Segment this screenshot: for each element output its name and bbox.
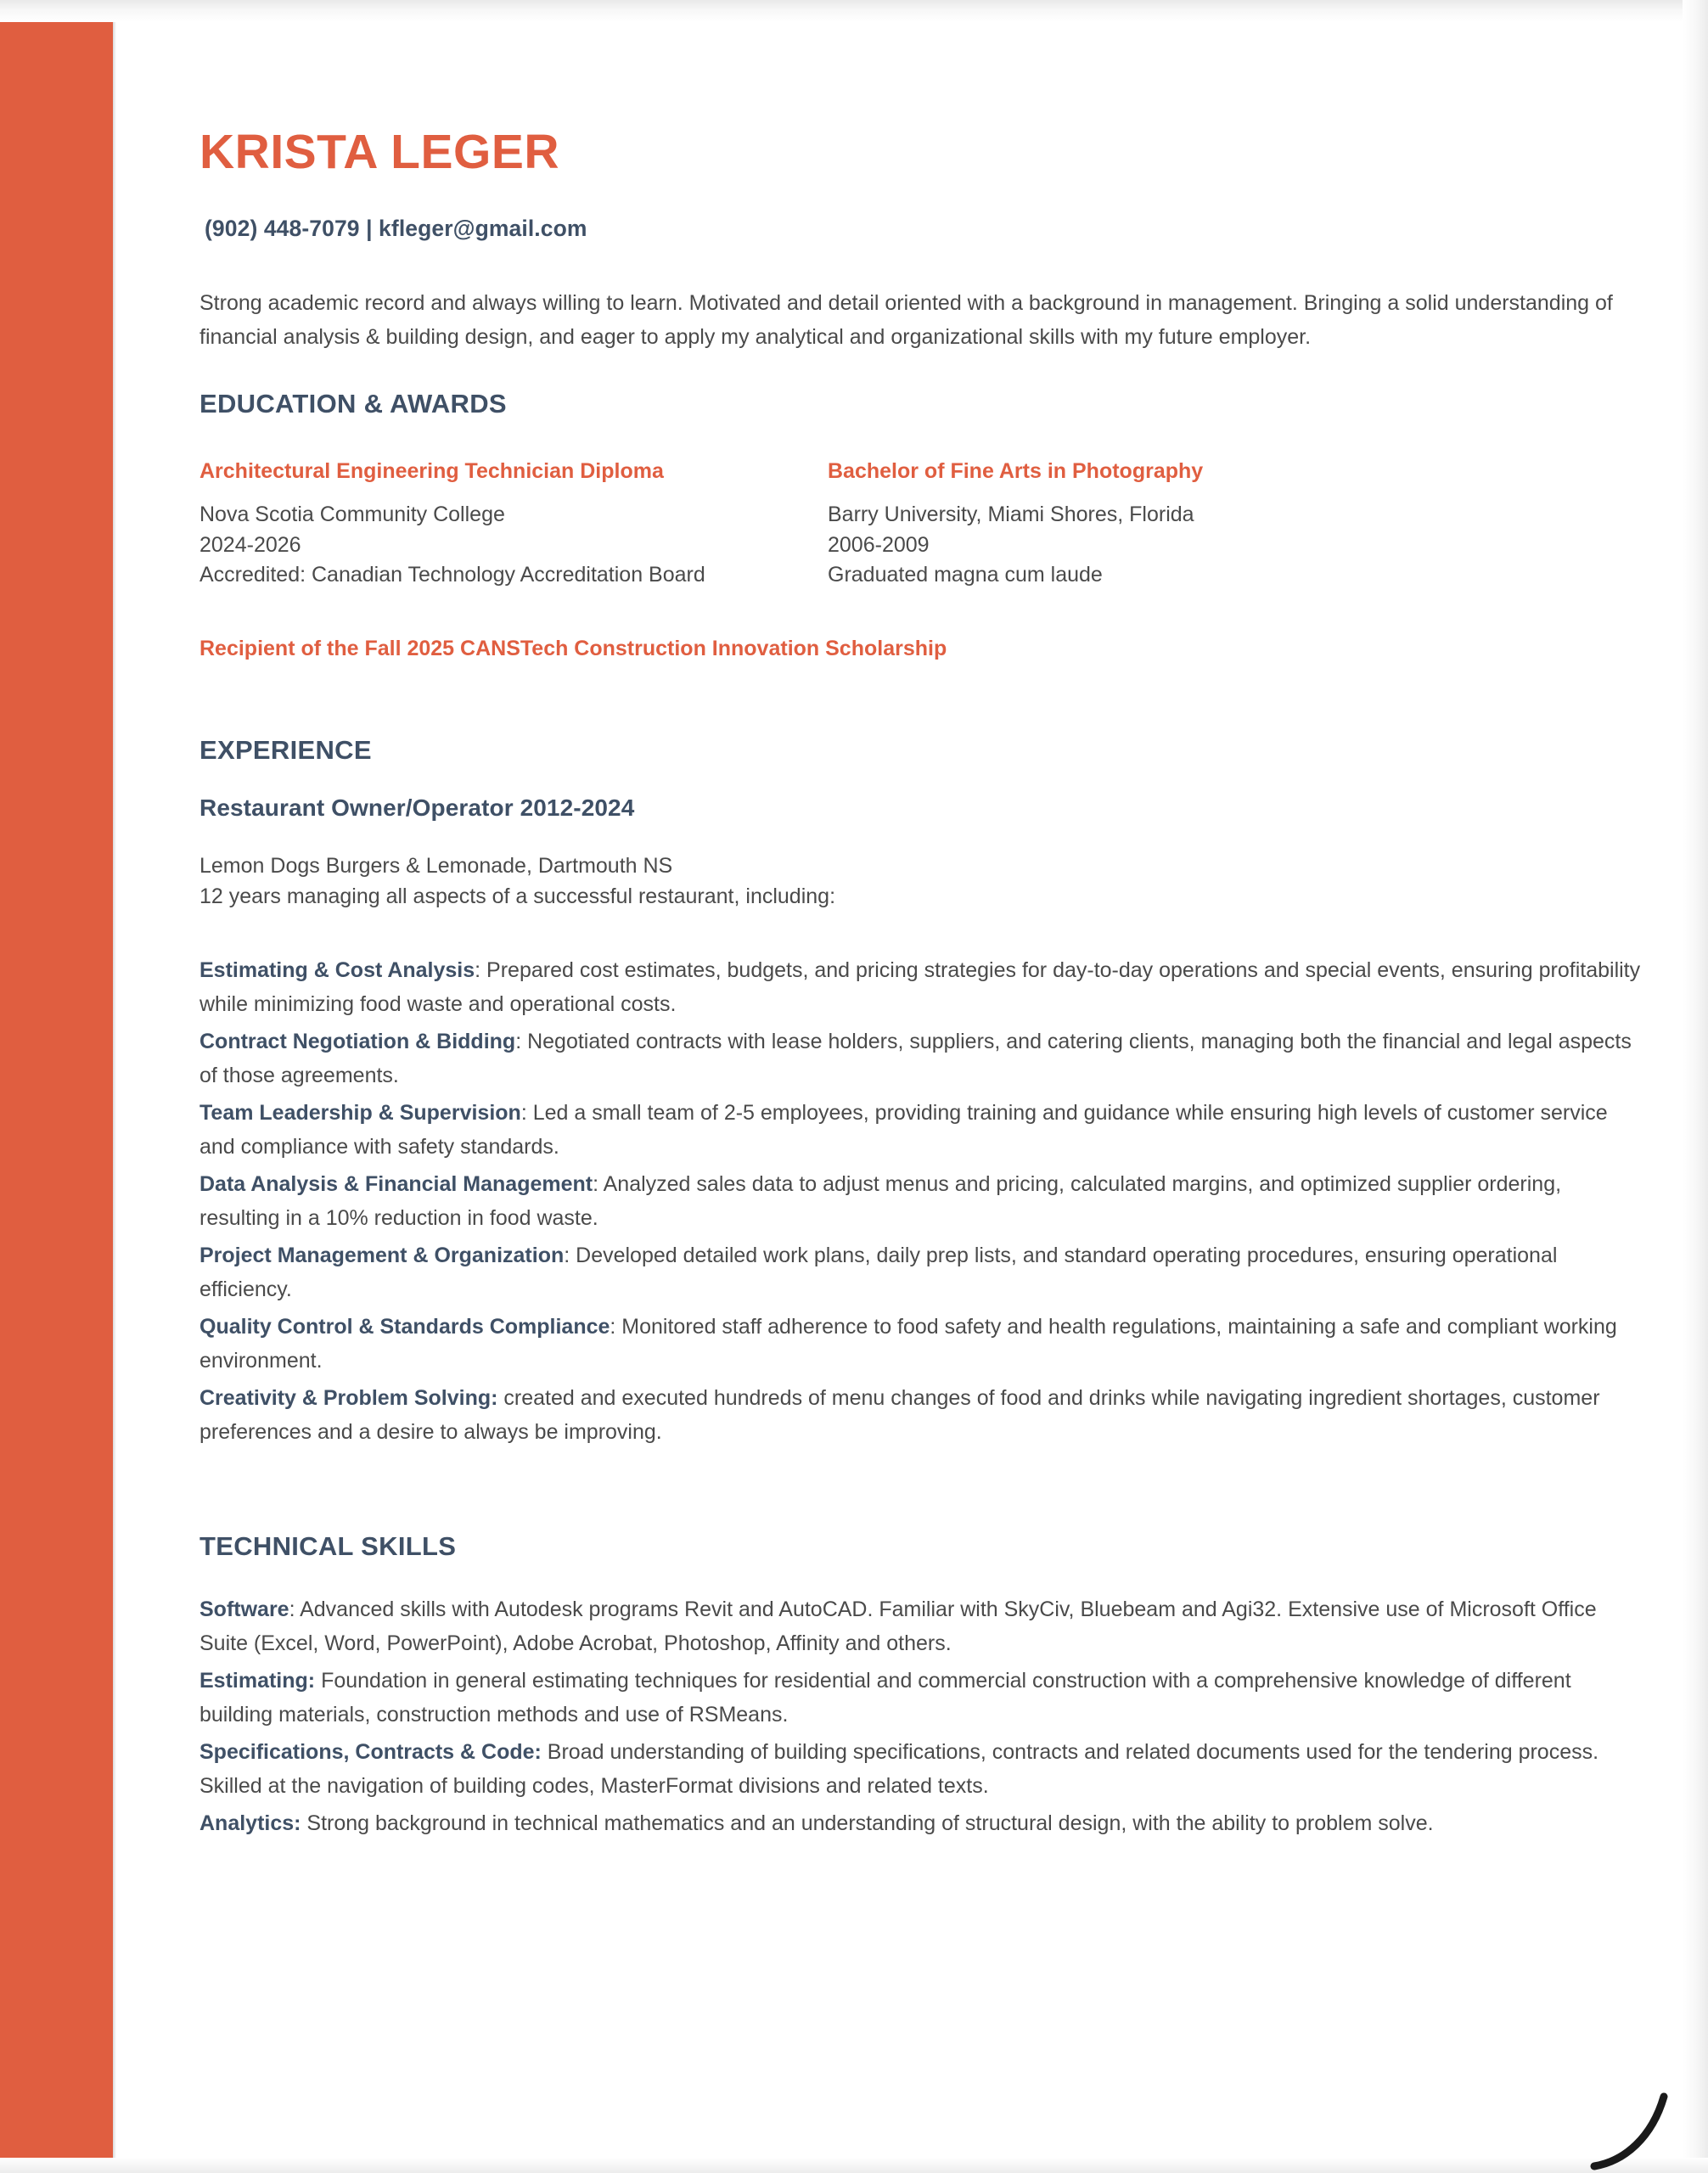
education-note: Graduated magna cum laude [828, 563, 1103, 587]
skill-item [199, 1735, 1643, 1804]
education-degree: Architectural Engineering Technician Diploma [199, 458, 664, 483]
candidate-name: KRISTA LEGER [199, 125, 560, 179]
experience-bullet [199, 1381, 1643, 1450]
bullet-lead: Creativity & Problem Solving: [199, 1385, 498, 1410]
education-section [199, 389, 1658, 662]
education-degree: Bachelor of Fine Arts in Photography [828, 458, 1204, 483]
experience-bullet [199, 1025, 1643, 1093]
bullet-text: : Developed detailed work plans, daily prep lists, and standard operating procedures, ensuring operational efficiency. [199, 1243, 1558, 1302]
experience-section [199, 735, 1658, 1450]
education-institution: Nova Scotia Community College [199, 503, 505, 527]
education-institution: Barry University, Miami Shores, Florida [828, 503, 1194, 527]
skill-text: Strong background in technical mathematics and an understanding of structural design, with the ability to problem solve. [301, 1811, 1434, 1835]
skill-item [199, 1664, 1643, 1732]
education-section-title: EDUCATION & AWARDS [199, 388, 507, 418]
skills-list [199, 1592, 1658, 1841]
bullet-lead: Estimating & Cost Analysis [199, 957, 475, 982]
bullet-lead: Data Analysis & Financial Management [199, 1171, 593, 1196]
skill-lead: Specifications, Contracts & Code: [199, 1739, 542, 1764]
skill-lead: Analytics: [199, 1811, 301, 1835]
bullet-text: : Led a small team of 2-5 employees, providing training and guidance while ensuring high levels of customer service and compliance with safety standards. [199, 1100, 1608, 1159]
skill-lead: Software [199, 1597, 289, 1621]
paper-edge-right [1683, 0, 1708, 2173]
left-accent-bar [0, 0, 113, 2173]
experience-section-title: EXPERIENCE [199, 735, 372, 766]
skill-text: Foundation in general estimating techniques for residential and commercial construction with a comprehensive knowledge of different building materials, construction methods and use of RSMeans. [199, 1668, 1571, 1727]
education-entry [199, 458, 828, 591]
contact-line: (902) 448-7079 | kfleger@gmail.com [205, 215, 587, 241]
experience-bullet [199, 1096, 1643, 1165]
experience-bullet [199, 1310, 1643, 1378]
education-years: 2024-2026 [199, 532, 301, 557]
skill-item [199, 1806, 1643, 1841]
bullet-text: created and executed hundreds of menu changes of food and drinks while navigating ingredient shortages, customer preferences and a desire to always be improving. [199, 1385, 1600, 1445]
technical-skills-section [199, 1531, 1658, 1841]
education-entry [828, 458, 1456, 591]
bullet-lead: Team Leadership & Supervision [199, 1100, 521, 1125]
skills-section-title: TECHNICAL SKILLS [199, 1530, 457, 1561]
professional-summary: Strong academic record and always willing to learn. Motivated and detail oriented with a background in management. Bringing a solid understanding of financial analysis & building design, and eager to apply my analytical and organizational skills with my future employer. [199, 290, 1613, 350]
bullet-text: : Monitored staff adherence to food safety and health regulations, maintaining a safe and compliant working environment. [199, 1314, 1617, 1373]
bullet-text: : Negotiated contracts with lease holders, suppliers, and catering clients, managing both the financial and legal aspects of those agreements. [199, 1029, 1632, 1088]
education-years: 2006-2009 [828, 532, 930, 557]
skill-text: Broad understanding of building specifications, contracts and related documents used for the tendering process. Skilled at the navigation of building codes, MasterFormat divisions and related texts. [199, 1739, 1599, 1799]
skill-text: : Advanced skills with Autodesk programs Revit and AutoCAD. Familiar with SkyCiv, Bluebeam and Agi32. Extensive use of Microsoft Office Suite (Excel, Word, PowerPoint), Adobe Acrobat, Photoshop, Affinity and others. [199, 1597, 1597, 1656]
bullet-lead: Project Management & Organization [199, 1243, 565, 1267]
bullet-text: : Prepared cost estimates, budgets, and pricing strategies for day-to-day operations and special events, ensuring profitability while minimizing food waste and operational costs. [199, 957, 1641, 1017]
bullet-text: : Analyzed sales data to adjust menus and pricing, calculated margins, and optimized supplier ordering, resulting in a 10% reduction in food waste. [199, 1171, 1562, 1231]
experience-bullet [199, 953, 1643, 1022]
stray-ink-mark [1586, 2071, 1688, 2173]
bullet-lead: Quality Control & Standards Compliance [199, 1314, 610, 1339]
experience-bullet [199, 1167, 1643, 1236]
education-grid [199, 458, 1658, 591]
skill-item [199, 1592, 1643, 1661]
job-tenure: 12 years managing all aspects of a successful restaurant, including: [199, 884, 836, 909]
resume-content [199, 0, 1658, 1843]
award-line: Recipient of the Fall 2025 CANSTech Construction Innovation Scholarship [199, 636, 947, 660]
accent-bar-edge [113, 0, 116, 2173]
education-note: Accredited: Canadian Technology Accreditation Board [199, 563, 705, 587]
experience-bullet [199, 1238, 1643, 1307]
skill-lead: Estimating: [199, 1668, 316, 1693]
experience-bullets [199, 953, 1658, 1450]
paper-edge-bottom [0, 2158, 1708, 2173]
job-title: Restaurant Owner/Operator 2012-2024 [199, 795, 635, 822]
job-employer: Lemon Dogs Burgers & Lemonade, Dartmouth NS [199, 854, 673, 879]
bullet-lead: Contract Negotiation & Bidding [199, 1029, 516, 1053]
